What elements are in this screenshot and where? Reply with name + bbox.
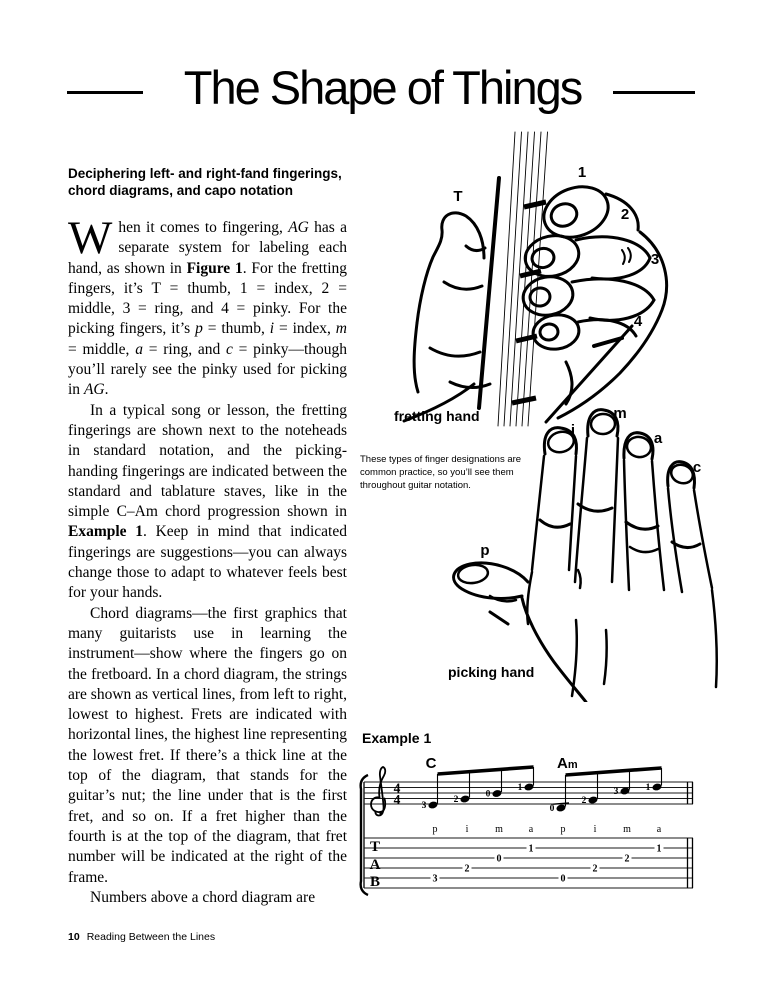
guitar-neck-edge [479,178,499,408]
music-example [356,748,708,910]
final-barlines [688,782,693,888]
svg-text:1: 1 [645,783,651,793]
thumb-outline [454,563,528,624]
sidenote-line-2: common practice, so you’ll see them [360,467,514,478]
svg-text:T: T [369,839,381,855]
label-finger-i: i [570,422,576,439]
page-number: 10 [68,931,80,943]
page-footer [68,931,215,943]
paragraph-3: Chord diagrams—the first graphics that many guitarists use in learning the instrument—show where the fingers go on the fretboard. In a chord diagram, the strings are shown as vertical lines, from left to right, lowest to highest. Frets are indicated with horizontal lines, the highest line representing the lowest fret. If there’s a thick line at the top of the diagram, that stands for the guitar’s nut; the line under that is the first fret, and so on. If a fret higher than the fourth is at the top of the diagram, that fret number will be indicated at the right of the frame. [68,604,347,886]
music-notation [356,748,708,910]
svg-text:3: 3 [421,801,427,811]
thumb-outline [404,213,490,421]
treble-clef-icon [371,767,385,816]
tab-clef-letters [370,839,381,890]
beam-2 [566,766,662,777]
picking-fingering-letters [433,824,662,835]
svg-text:p: p [560,824,566,835]
svg-text:m: m [495,824,503,835]
paragraph-2: In a typical song or lesson, the fretting fingerings are shown next to the noteheads in standard notation, and the picking-handing fingerings are indicated between the standard and tablature staves, like in the simple C–Am chord progression shown in Example 1. Keep in mind that indicated fingerings are suggestions—you can always change those to adapt to whatever feels best for your hands. [68,401,347,602]
sidenote-line-1: These types of finger designations are [360,454,522,465]
finger-i-outline [532,428,576,570]
svg-text:2: 2 [464,863,470,875]
finger-m-outline [575,410,618,582]
label-finger-c: c [692,459,702,476]
label-finger-a: a [653,430,663,447]
svg-text:0: 0 [560,873,566,885]
label-finger-3: 3 [650,251,660,268]
svg-text:a: a [656,824,662,835]
paragraph-1: When it comes to fingering, AG has a separate system for labeling each hand, as shown in Figure 1. For the fretting fingers, it’s T = thumb, 1 = index, 2 = middle, 3 = ring, and 4 = pinky. For the picking fingers, it’s p = thumb, i = index, m = middle, a = ring, and c = pinky—though you’ll rarely see the pinky used for picking in AG. [68,212,348,399]
svg-text:m: m [623,824,631,835]
drop-cap: W [68,212,113,264]
label-finger-1: 1 [577,164,587,181]
picking-hand-caption: picking hand [448,664,535,680]
paragraph-4: Numbers above a chord diagram are [90,888,316,906]
svg-text:p: p [432,824,438,835]
finger-c-outline [668,462,712,592]
article-body [68,212,348,908]
picking-hand-figure [428,392,728,702]
svg-text:0: 0 [485,789,491,800]
svg-text:a: a [528,824,534,835]
svg-text:i: i [465,824,469,835]
svg-text:1: 1 [517,783,523,793]
svg-text:0: 0 [549,804,555,814]
picking-hand-illustration [428,392,728,702]
sidenote-line-3: throughout guitar notation. [360,480,471,491]
svg-text:3: 3 [613,787,619,797]
svg-text:2: 2 [624,853,630,865]
svg-text:B: B [369,874,381,890]
heading-line-2: chord diagrams, and capo notation [68,183,294,198]
example-label: Example 1 [362,730,432,746]
article-heading [68,165,358,199]
heading-line-1: Deciphering left- and right-fand fingerings, [68,166,342,181]
svg-text:A: A [369,857,381,873]
svg-text:2: 2 [453,795,459,805]
fretting-hand-caption: fretting hand [394,408,480,424]
finger-a-outline [624,433,664,590]
label-thumb-T: T [453,188,463,205]
svg-text:1: 1 [528,843,534,855]
label-finger-4: 4 [633,313,643,330]
time-signature-top: 4 [393,780,401,796]
svg-text:2: 2 [592,863,598,875]
palm-outline [522,570,717,702]
svg-text:i: i [593,824,597,835]
footer-book-title: Reading Between the Lines [86,931,216,943]
svg-text:3: 3 [432,873,438,885]
svg-text:2: 2 [581,796,587,806]
finger-4-outline [531,312,636,352]
svg-text:1: 1 [656,843,662,855]
time-signature-bottom: 4 [393,792,401,807]
page-title: The Shape of Things [183,61,582,114]
beam-1 [438,765,534,776]
label-finger-2: 2 [620,206,630,223]
svg-text:0: 0 [496,853,502,865]
label-thumb-p: p [480,542,490,559]
chord-symbol-Am: Am [557,755,578,772]
chord-symbol-C: C [425,755,437,772]
label-finger-m: m [613,405,627,422]
